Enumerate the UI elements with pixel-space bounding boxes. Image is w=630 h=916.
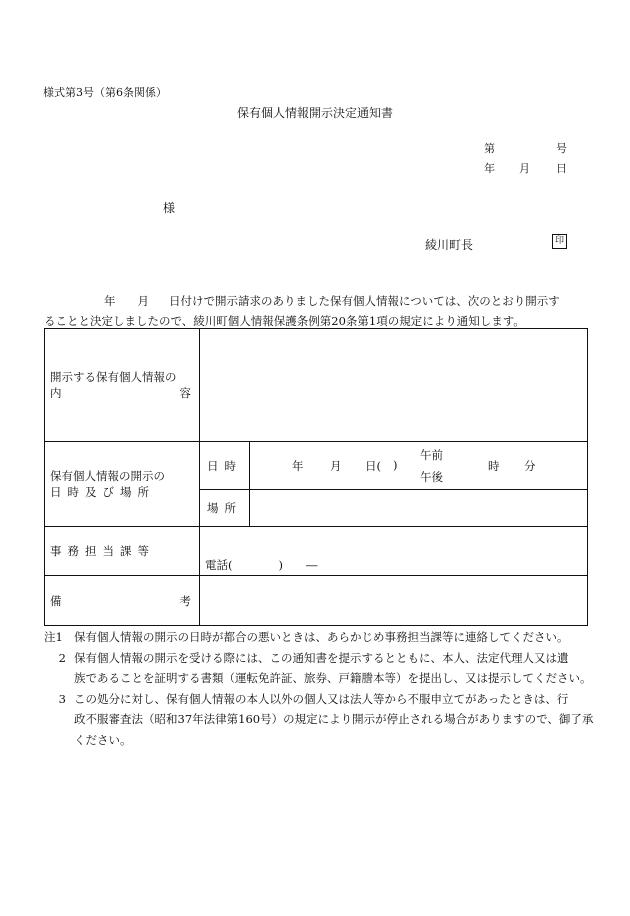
date-day-label: 日: [556, 162, 567, 175]
place-sub-label: 場所: [200, 490, 250, 527]
office-label-cell: 事務担当課等: [45, 527, 200, 576]
datetime-label-cell: 保有個人情報の開示の 日時及び場所: [45, 442, 200, 527]
seal-mark: 印: [552, 234, 567, 249]
document-title: 保有個人情報開示決定通知書: [236, 106, 393, 120]
content-value-cell: [200, 329, 588, 442]
issuer-name: 綾川町長: [425, 238, 474, 252]
notes-section: [44, 627, 604, 750]
content-label-cell: 開示する保有個人情報の 内 容: [45, 329, 200, 442]
date-month-label: 月: [519, 162, 530, 175]
remarks-value-cell: [200, 576, 588, 626]
note-3-cont2: ください。: [74, 732, 132, 747]
disclosure-table: [44, 328, 588, 626]
remarks-label-cell: 備 考: [45, 576, 200, 626]
number-suffix: 号: [556, 142, 567, 155]
number-prefix: 第: [484, 142, 495, 155]
note-1: 注1 保有個人情報の開示の日時が都合の悪いときは、あらかじめ事務担当課等に連絡してください。: [44, 630, 569, 644]
note-3: 3 この処分に対し、保有個人情報の本人以外の個人又は法人等から不服申立てがあったときは、行: [58, 691, 569, 706]
form-number: 様式第3号（第6条関係）: [43, 86, 167, 99]
note-3-cont: 政不服審査法（昭和37年法律第160号）の規定により開示が停止される場合がありますので、御了承: [74, 712, 594, 726]
place-value-cell: [250, 490, 588, 527]
date-sub-label: 日時: [200, 442, 250, 490]
note-2: 2 保有個人情報の開示を受ける際には、この通知書を提示するとともに、本人、法定代理人又は遺: [58, 650, 569, 665]
body-text-line-1: 年 月 日付けで開示請求のありました保有個人情報については、次のとおり開示す: [104, 294, 560, 308]
phone-cell: 電話( ) ―: [200, 527, 588, 576]
date-year-label: 年: [484, 162, 495, 175]
body-text-line-2: ることと決定しましたので、綾川町個人情報保護条例第20条第1項の規定により通知します。: [44, 314, 525, 328]
note-2-cont: 族であることを証明する書類（運転免許証、旅券、戸籍謄本等）を提出し、又は提示してください。: [74, 671, 592, 685]
date-value-cell: 年 月 日( ) 午前 午後 時 分: [250, 442, 588, 490]
addressee-suffix: 様: [163, 201, 176, 215]
